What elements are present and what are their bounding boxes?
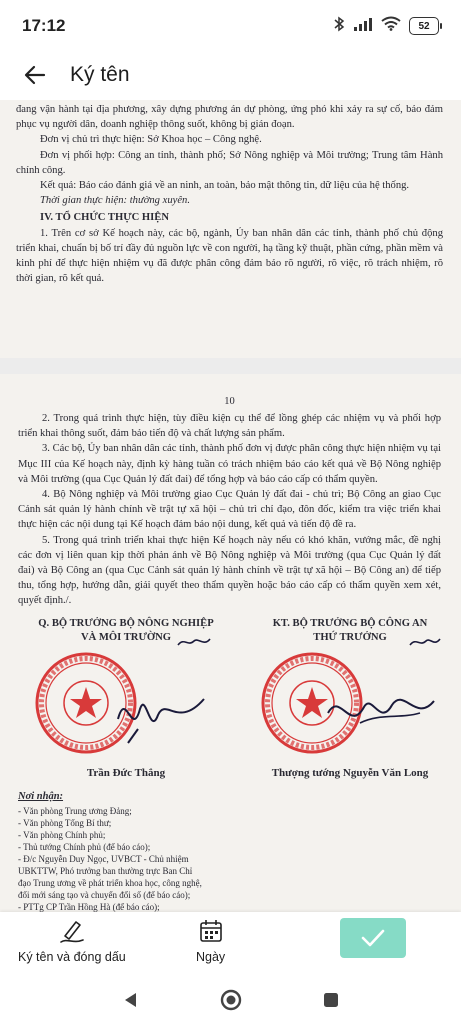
signature-left: [26, 617, 226, 779]
signature-block: [18, 617, 441, 787]
list-item: đạo Trung ương về phát triển khoa học, công nghệ,: [18, 877, 202, 888]
system-navigation-bar: [0, 976, 461, 1024]
signer-title: Q. BỘ TRƯỞNG BỘ NÔNG NGHIỆP: [38, 617, 214, 629]
calendar-icon: [198, 918, 224, 944]
triangle-back-icon: [122, 991, 140, 1009]
bottom-action-bar: [0, 912, 461, 976]
status-bar: [0, 0, 461, 52]
sign-and-stamp-label: Ký tên và đóng dấu: [18, 950, 126, 964]
page-title: Ký tên: [70, 63, 130, 86]
signature-scribble-icon: [108, 679, 218, 749]
recipients-block: [18, 791, 441, 912]
list-item: UBKTTW, Phó trưởng ban thường trực Ban Chỉ: [18, 865, 193, 876]
app-bar: [0, 52, 461, 98]
signer-name: Trần Đức Thắng: [86, 766, 166, 779]
paragraph: Đơn vị phối hợp: Công an tỉnh, thành phố; Sở Nông nghiệp và Môi trường; Trung tâm Hành chính công.: [16, 149, 443, 176]
paragraph: 4. Bộ Nông nghiệp và Môi trường giao Cục Quản lý đất đai - chủ trì; Bộ Công an giao Cục Cảnh sát quản lý hành chính về trật tự xã hội – chủ trì chỉ đạo, đôn đốc, kiểm tra việc triển khai thực hiện các nội dung tại Kế hoạch đảm bảo nội dung, kết quả và tiến độ đề ra.: [18, 489, 441, 531]
nav-home-button[interactable]: [220, 989, 242, 1011]
paragraph: Đơn vị chủ trì thực hiện: Sở Khoa học – Công nghệ.: [40, 134, 262, 146]
status-time: 17:12: [22, 16, 66, 35]
paragraph: đang vận hành tại địa phương, xây dựng phương án dự phòng, ứng phó khi xảy ra sự cố, bảo đảm phục vụ người dân, doanh nghiệp thông suốt, không bị gián đoạn.: [16, 104, 443, 131]
back-button[interactable]: [22, 62, 48, 88]
document-viewer[interactable]: [0, 100, 461, 912]
list-item: - PTTg CP Trần Hồng Hà (để báo cáo);: [18, 901, 160, 912]
checkmark-icon: [361, 928, 385, 948]
page-number: 10: [224, 396, 235, 407]
pen-signature-icon: [59, 918, 85, 944]
paragraph: 1. Trên cơ sở Kế hoạch này, các bộ, ngành, Ủy ban nhân dân các tỉnh, thành phố chủ động triển khai, chuẩn bị bố trí đầy đủ nguồn lực về con người, hạ tầng kỹ thuật, phần cứng, phần mềm và kinh phí để thực hiện nhiệm vụ đã được phân công đảm bảo rõ người, rõ việc, rõ trách nhiệm, rõ thời gian, rõ kết quả.: [16, 227, 443, 285]
nav-recents-button[interactable]: [322, 991, 340, 1009]
section-heading: IV. TỔ CHỨC THỰC HIỆN: [40, 212, 170, 224]
status-icons: [333, 16, 439, 37]
confirm-button[interactable]: [340, 918, 406, 958]
nav-back-button[interactable]: [122, 991, 140, 1009]
recipients-title: Nơi nhận:: [18, 790, 64, 802]
document-page: [0, 374, 461, 912]
arrow-left-icon: [24, 65, 46, 85]
sign-and-stamp-button[interactable]: [18, 918, 126, 964]
list-item: - Văn phòng Tổng Bí thư;: [18, 817, 112, 828]
signer-title: VÀ MÔI TRƯỜNG: [80, 631, 172, 643]
list-item: - Văn phòng Chính phủ;: [18, 829, 106, 840]
document-page: [0, 100, 461, 358]
paragraph: Thời gian thực hiện: thường xuyên.: [40, 195, 190, 207]
circle-home-icon: [220, 989, 242, 1011]
wifi-icon: [381, 16, 401, 36]
paragraph: 3. Các bộ, Ủy ban nhân dân các tỉnh, thành phố đơn vị được phân công thực hiện nhiệm vụ tại Mục III của Kế hoạch này, định kỳ hàng tuần có trách nhiệm báo cáo kết quả về Bộ Nông nghiệp và Môi trường (qua Cục Quản lý đất đai) để tổng hợp và báo cáo cấp có thẩm quyền.: [18, 443, 441, 485]
date-button[interactable]: [196, 918, 225, 964]
list-item: đổi mới sáng tạo và chuyển đổi số (để báo cáo);: [18, 889, 191, 900]
square-recents-icon: [322, 991, 340, 1009]
date-label: Ngày: [196, 950, 226, 964]
paragraph: 2. Trong quá trình thực hiện, tùy điều kiện cụ thể để lồng ghép các nhiệm vụ và phối hợp triển khai thông suốt, đảm bảo tiến độ và chất lượng sản phẩm.: [18, 413, 441, 440]
initials-icon: [408, 635, 442, 649]
list-item: - Đ/c Nguyễn Duy Ngọc, UVBCT - Chủ nhiệm: [18, 853, 189, 864]
signer-name: Thượng tướng Nguyễn Văn Long: [271, 766, 429, 779]
list-item: - Văn phòng Trung ương Đảng;: [18, 805, 132, 816]
signature-right: [250, 617, 450, 779]
paragraph: 5. Trong quá trình triển khai thực hiện Kế hoạch này nếu có khó khăn, vướng mắc, đề nghị các đơn vị liên quan kịp thời phản ánh về Bộ Nông nghiệp và Môi trường (qua Cục Quản lý đất đai) và Bộ Công an (qua Cục Cảnh sát quản lý hành chính về trật tự xã hội – Bộ Công an) để tiếp thu, tổng hợp, hướng dẫn, giải quyết theo thẩm quyền hoặc báo cáo cấp có thẩm quyền xem xét, quyết định./.: [18, 534, 441, 607]
bluetooth-icon: [333, 16, 345, 37]
signer-title: KT. BỘ TRƯỞNG BỘ CÔNG AN: [272, 617, 428, 629]
signer-title: THỨ TRƯỞNG: [313, 631, 387, 643]
signal-icon: [353, 17, 373, 36]
list-item: - Thủ tướng Chính phủ (để báo cáo);: [18, 841, 151, 852]
initials-icon: [176, 635, 212, 649]
paragraph: Kết quả: Báo cáo đánh giá về an ninh, an toàn, bảo mật thông tin, dữ liệu của hệ thống.: [40, 180, 410, 192]
battery-icon: 52: [409, 17, 439, 35]
signature-scribble-icon: [320, 683, 440, 743]
